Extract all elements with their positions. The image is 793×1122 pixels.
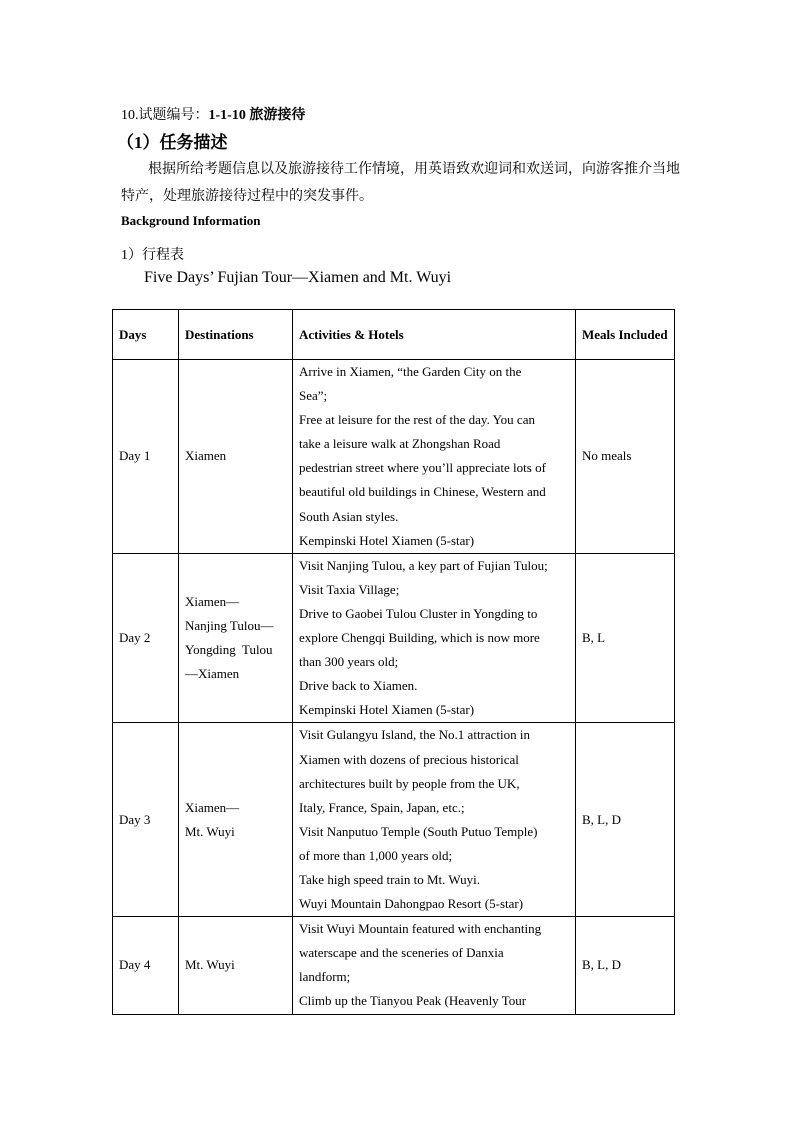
day-cell: Day 4 [113, 917, 179, 1014]
tour-title: Five Days’ Fujian Tour—Xiamen and Mt. Wuyi [144, 269, 452, 286]
activity-line: Xiamen with dozens of precious historical [299, 751, 519, 767]
destination-line: Nanjing Tulou— [185, 618, 274, 634]
activity-line: Sea”; [299, 388, 328, 404]
activity-line: of more than 1,000 years old; [299, 847, 453, 863]
activity-line: Drive to Gaobei Tulou Cluster in Yongding to [299, 605, 538, 621]
destination-line: Xiamen— [185, 594, 240, 610]
activity-line: South Asian styles. [299, 508, 399, 524]
activity-line: than 300 years old; [299, 654, 399, 670]
activity-line: landform; [299, 969, 351, 985]
destination-line: Xiamen [185, 448, 227, 464]
activities-cell [293, 917, 576, 1014]
table-row [113, 553, 675, 723]
activities-cell [293, 723, 576, 917]
activities-cell [293, 360, 576, 554]
destination-line: Mt. Wuyi [185, 823, 235, 839]
activity-line: Visit Nanjing Tulou, a key part of Fujian Tulou; [299, 557, 548, 573]
table-row [113, 360, 675, 554]
background-label: Background Information [121, 213, 261, 228]
activity-line: Drive back to Xiamen. [299, 678, 418, 694]
activity-line: Climb up the Tianyou Peak (Heavenly Tour [299, 993, 527, 1009]
activity-line: Wuyi Mountain Dahongpao Resort (5-star) [299, 896, 524, 912]
meals-cell: No meals [576, 360, 675, 554]
destination-cell [179, 917, 293, 1014]
itinerary-table [112, 309, 675, 1015]
heading-code: 1-1-10 旅游接待 [208, 108, 306, 123]
activity-line: Take high speed train to Mt. Wuyi. [299, 871, 481, 887]
activity-line: take a leisure walk at Zhongshan Road [299, 436, 501, 452]
table-row [113, 917, 675, 1014]
activity-line: Visit Wuyi Mountain featured with enchanting [299, 921, 542, 937]
activities-cell [293, 553, 576, 723]
activity-line: waterscape and the sceneries of Danxia [299, 945, 504, 961]
table-row [113, 723, 675, 917]
activity-line: explore Chengqi Building, which is now more [299, 630, 540, 646]
table-header-row [113, 310, 675, 360]
day-cell: Day 1 [113, 360, 179, 554]
destination-line: Yongding Tulou [185, 642, 273, 658]
description-line-1: 根据所给考题信息以及旅游接待工作情境，用英语致欢迎词和欢送词，向游客推介当地 [148, 162, 680, 177]
activity-line: beautiful old buildings in Chinese, Western and [299, 484, 546, 500]
activity-line: Italy, France, Spain, Japan, etc.; [299, 799, 465, 815]
activity-line: Kempinski Hotel Xiamen (5-star) [299, 702, 475, 718]
destination-cell [179, 360, 293, 554]
destination-line: Xiamen— [185, 799, 240, 815]
destination-cell [179, 553, 293, 723]
activity-line: Visit Nanputuo Temple (South Putuo Temple) [299, 823, 538, 839]
activity-line: Visit Taxia Village; [299, 581, 400, 597]
header-destinations: Destinations [179, 310, 293, 360]
destination-line: —Xiamen [185, 666, 240, 682]
header-days: Days [113, 310, 179, 360]
header-activities: Activities & Hotels [293, 310, 576, 360]
section-title: （1）任务描述 [117, 133, 228, 152]
heading-prefix: 10.试题编号： [121, 108, 209, 123]
meals-cell: B, L, D [576, 723, 675, 917]
itinerary-label: 1）行程表 [121, 248, 184, 263]
day-cell: Day 3 [113, 723, 179, 917]
destination-line: Mt. Wuyi [185, 957, 235, 973]
meals-cell: B, L, D [576, 917, 675, 1014]
activity-line: pedestrian street where you’ll appreciate lots of [299, 460, 546, 476]
meals-cell: B, L [576, 553, 675, 723]
header-meals: Meals Included [576, 310, 675, 360]
activity-line: Free at leisure for the rest of the day. You can [299, 412, 535, 428]
activity-line: Arrive in Xiamen, “the Garden City on the [299, 364, 522, 379]
description-line-2: 特产，处理旅游接待过程中的突发事件。 [121, 189, 373, 204]
destination-cell [179, 723, 293, 917]
activity-line: Kempinski Hotel Xiamen (5-star) [299, 532, 475, 548]
question-heading [121, 104, 305, 124]
activity-line: architectures built by people from the UK, [299, 775, 520, 791]
activity-line: Visit Gulangyu Island, the No.1 attraction in [299, 727, 531, 743]
day-cell: Day 2 [113, 553, 179, 723]
